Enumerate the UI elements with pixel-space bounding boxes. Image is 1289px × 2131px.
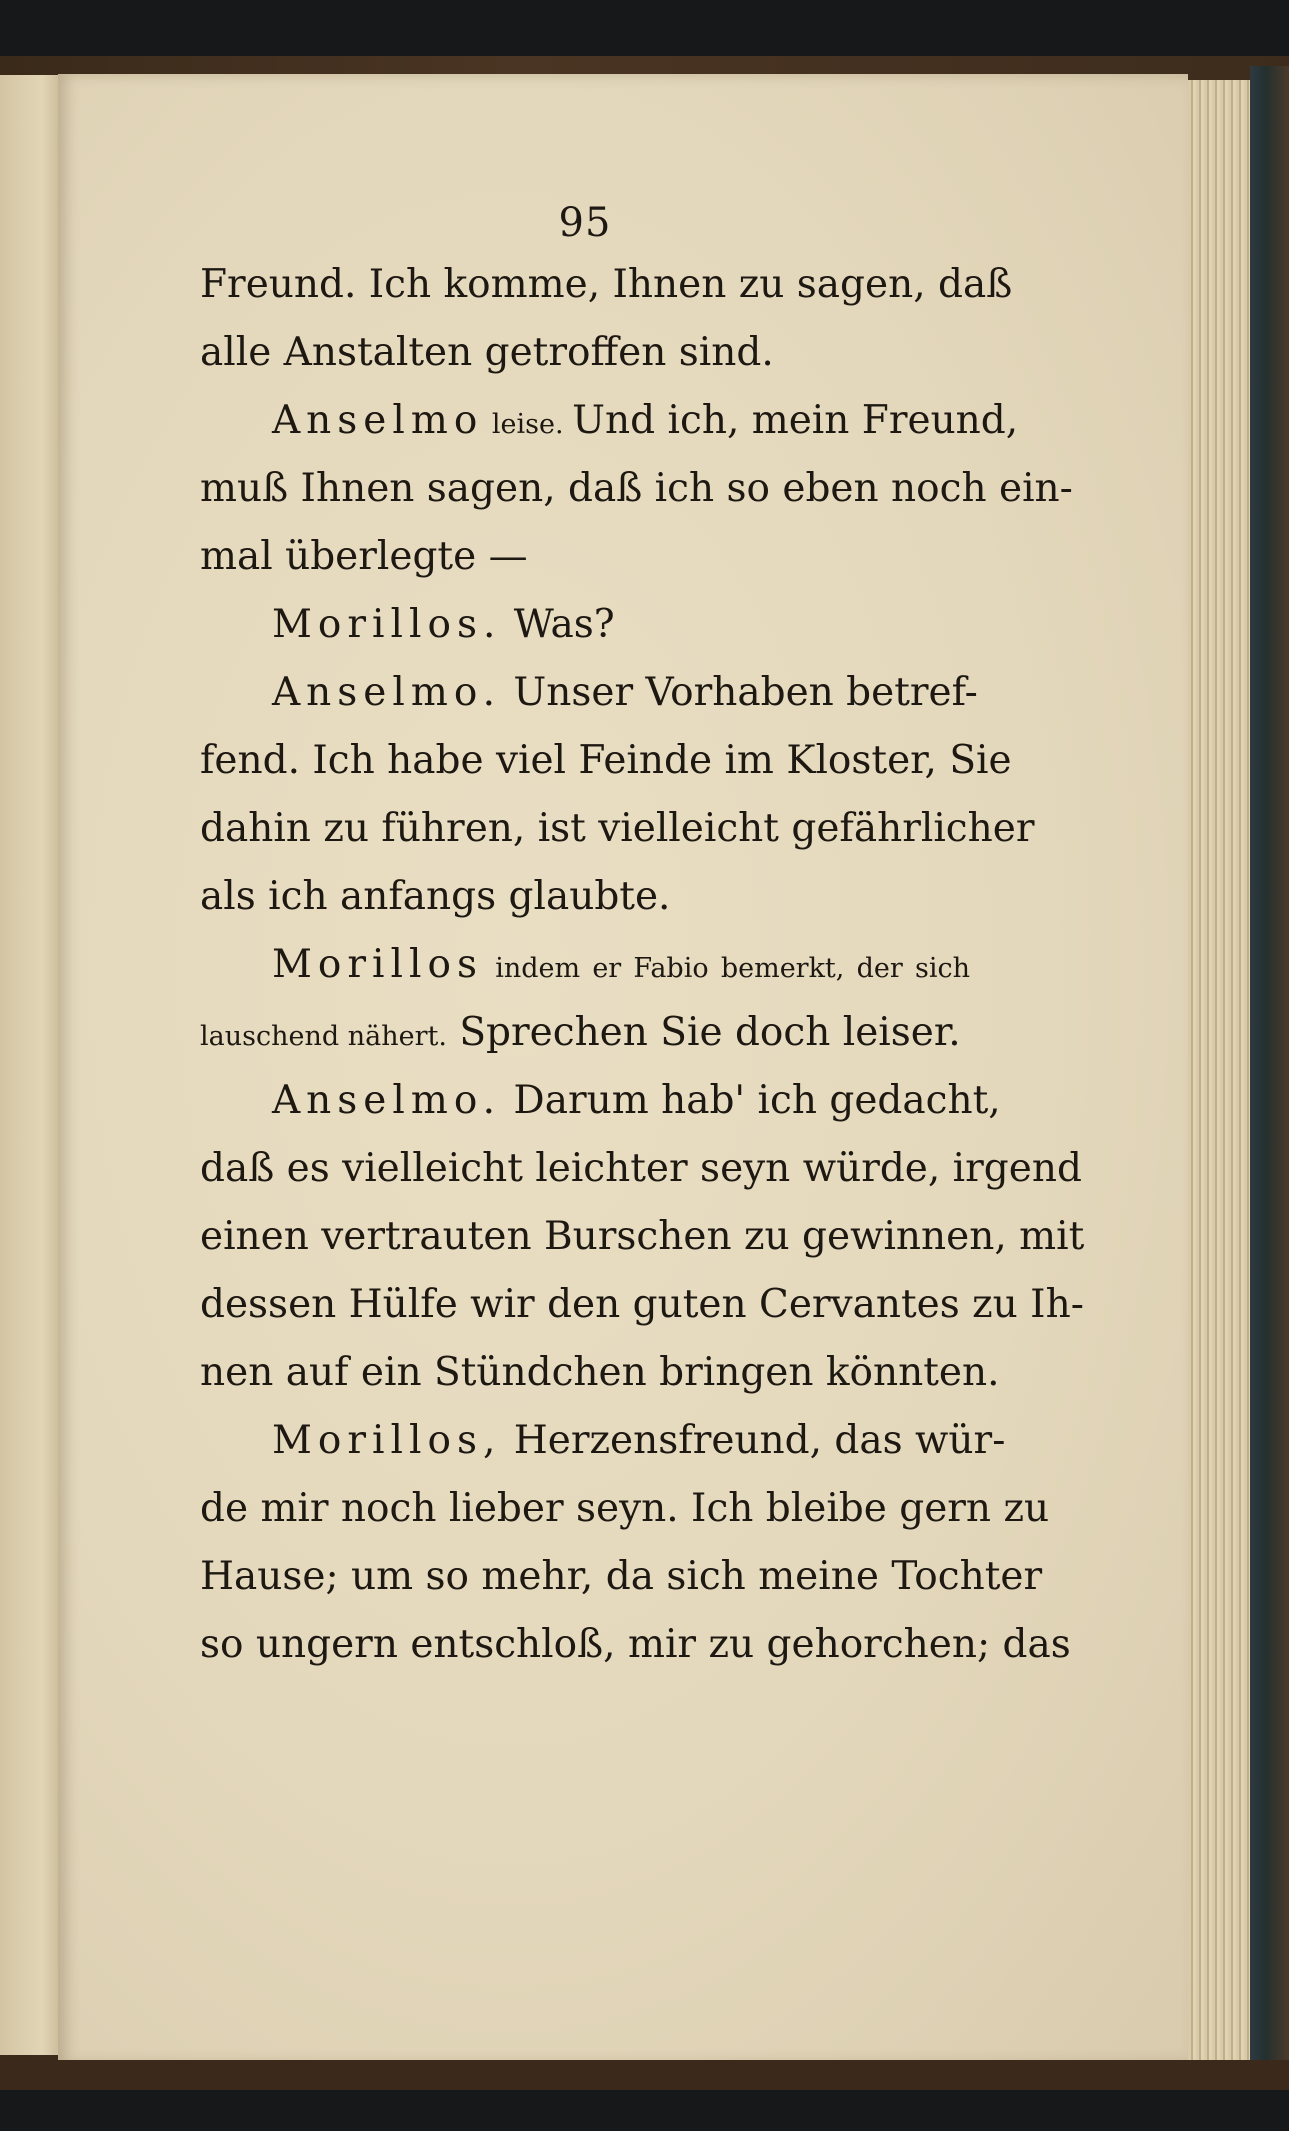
stage-direction: indem er Fabio bemerkt, der sich [482, 953, 970, 984]
line-text: einen vertrauten Burschen zu gewinnen, mit [200, 1214, 1085, 1259]
cover-edge [1250, 66, 1289, 2066]
text-line [272, 391, 1019, 451]
line-text: alle Anstalten getroffen sind. [200, 330, 774, 375]
line-text: so ungern entschloß, mir zu gehorchen; das [200, 1622, 1071, 1667]
text-line [200, 1003, 970, 1063]
line-text: Sprechen Sie doch leiser. [446, 1010, 961, 1055]
text-line [272, 1071, 1001, 1131]
text-line [272, 1411, 1006, 1471]
bottom-cover [0, 2060, 1289, 2090]
text-line [200, 1615, 1071, 1675]
speaker-name: Anselmo. [272, 1078, 502, 1123]
text-line [200, 799, 1035, 859]
text-line [272, 935, 970, 995]
line-text: daß es vielleicht leichter seyn würde, irgend [200, 1146, 1082, 1191]
text-line [272, 595, 970, 655]
page-number: 95 [558, 200, 612, 246]
line-text: fend. Ich habe viel Feinde im Kloster, Sie [200, 738, 1012, 783]
speaker-name: Anselmo. [272, 670, 502, 715]
line-text: Herzensfreund, das wür- [501, 1418, 1006, 1463]
text-line [200, 1207, 1085, 1267]
line-text: als ich anfangs glaubte. [200, 874, 671, 919]
text-line [200, 323, 970, 383]
line-text: muß Ihnen sagen, daß ich so eben noch ein- [200, 466, 1073, 511]
speaker-name: Morillos, [272, 1418, 502, 1463]
text-line [272, 663, 978, 723]
speaker-name: Anselmo [272, 398, 484, 443]
stage-direction: leise. [483, 409, 573, 440]
text-line [200, 1275, 1084, 1335]
text-line [200, 255, 1013, 315]
line-text: Freund. Ich komme, Ihnen zu sagen, daß [200, 262, 1013, 307]
text-line [200, 1343, 1000, 1403]
line-text: Unser Vorhaben betref- [501, 670, 978, 715]
line-text: dahin zu führen, ist vielleicht gefährlicher [200, 806, 1035, 851]
text-line [200, 731, 1012, 791]
text-line [200, 1547, 1043, 1607]
speaker-name: Morillos [272, 942, 483, 987]
text-line [200, 867, 970, 927]
line-text: Hause; um so mehr, da sich meine Tochter [200, 1554, 1043, 1599]
line-text: nen auf ein Stündchen bringen könnten. [200, 1350, 1000, 1395]
line-text: Und ich, mein Freund, [572, 398, 1019, 443]
text-line [200, 527, 970, 587]
text-line [200, 1479, 1050, 1539]
text-line [200, 1139, 1082, 1199]
line-text: mal überlegte — [200, 534, 528, 579]
speaker-name: Morillos. [272, 602, 502, 647]
line-text: Was? [501, 602, 615, 647]
text-line [200, 459, 1073, 519]
left-page-edge [0, 75, 62, 2055]
line-text: de mir noch lieber seyn. Ich bleibe gern zu [200, 1486, 1050, 1531]
stage-direction: lauschend nähert. [200, 1021, 447, 1052]
line-text: Darum hab' ich gedacht, [501, 1078, 1001, 1123]
line-text: dessen Hülfe wir den guten Cervantes zu Ih- [200, 1282, 1084, 1327]
page-edges [1188, 80, 1254, 2060]
